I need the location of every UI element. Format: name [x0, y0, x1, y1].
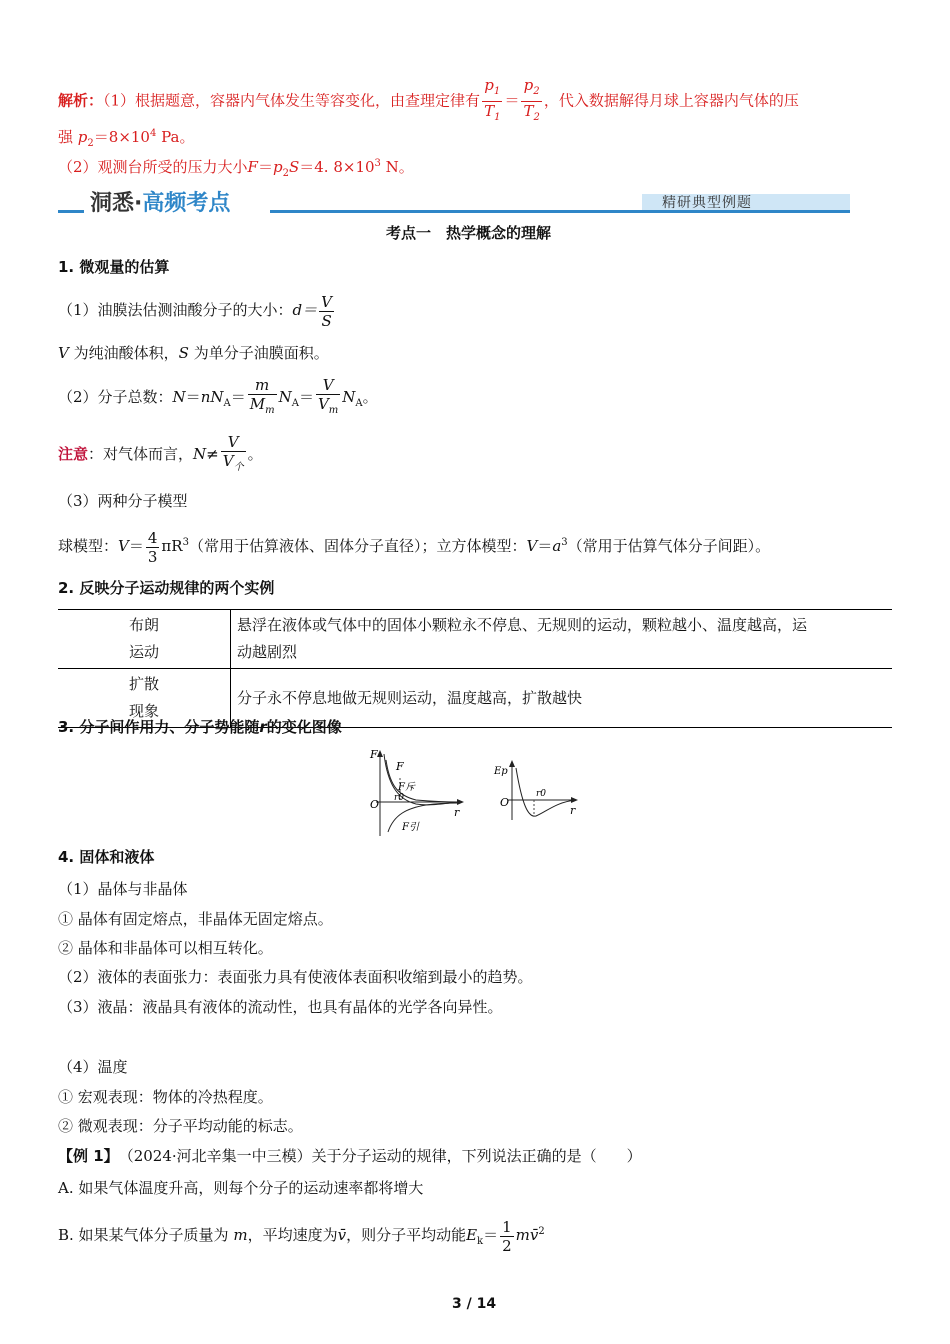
svg-text:F: F — [370, 748, 378, 761]
section-banner — [58, 192, 850, 218]
list-item: （4）温度 — [58, 1058, 128, 1076]
heading-2: 2. 反映分子运动规律的两个实例 — [58, 579, 275, 597]
svg-text:r0: r0 — [536, 789, 547, 799]
page-number: 3 / 14 — [452, 1296, 497, 1312]
potential-energy-graph — [492, 760, 584, 822]
list-item: （3）液晶：液晶具有液体的流动性，也具有晶体的光学各向异性。 — [58, 998, 503, 1016]
para-total-molecules: （2）分子总数：$N=nN_A=$ $\frac{m}{M_m}$ $N_A=$ $\frac{V}{V_m}$ $N_A$。 — [58, 376, 378, 416]
solution-line-2: 强 $p_2=8\times 10^4$ Pa。 — [58, 128, 195, 149]
heading-3: 3. 分子间作用力、分子势能随r的变化图像 — [58, 718, 342, 736]
fraction-p2-t2: $\frac{p_2}{T_2}$ — [523, 76, 540, 123]
para-model-formulas: 球模型：V＝ $\frac{4}{3}$ $\pi R^3$（常用于估算液体、固体分子直径）；立方体模型：$V=a^3$（常用于估算气体分子间距）。 — [58, 528, 771, 566]
svg-text:r0: r0 — [394, 793, 405, 803]
solution-label: 解析： — [58, 91, 104, 110]
svg-text:F引: F引 — [402, 822, 419, 833]
option-a: A. 如果气体温度升高，则每个分子的运动速率都将增大 — [58, 1179, 424, 1197]
list-item: ① 宏观表现：物体的冷热程度。 — [58, 1088, 273, 1106]
note-line: 注意：对气体而言，N≠ $\frac{V}{V_个}$ 。 — [58, 433, 263, 473]
svg-text:r: r — [570, 804, 576, 817]
example-label: 【例 1】 — [58, 1147, 112, 1165]
heading-4: 4. 固体和液体 — [58, 848, 155, 866]
svg-text:r: r — [454, 806, 460, 819]
list-item: （1）晶体与非晶体 — [58, 880, 188, 898]
para-oil-vars: V 为纯油酸体积，S 为单分子油膜面积。 — [58, 344, 329, 362]
heading-1: 1. 微观量的估算 — [58, 258, 170, 276]
example-question: 【例 1】 （2024·河北辛集一中三模）关于分子运动的规律，下列说法正确的是（ ） — [58, 1147, 642, 1165]
list-item: ② 晶体和非晶体可以相互转化。 — [58, 939, 273, 957]
banner-tag: 精研典型例题 — [662, 195, 752, 211]
force-graph — [366, 748, 466, 840]
svg-text:F斥: F斥 — [398, 782, 415, 793]
svg-text:Ep: Ep — [494, 766, 508, 777]
banner-title: 洞悉·高频考点 — [90, 191, 231, 216]
option-b: B. 如果某气体分子质量为 m，平均速度为v̄，则分子平均动能$E_k=$ $\frac{1}{2}$ mv̄$^2$ — [58, 1217, 545, 1255]
table-row: 布朗 运动 悬浮在液体或气体中的固体小颗粒永不停息、无规则的运动，颗粒越小、温度越高，运 动越剧烈 — [58, 610, 892, 669]
fraction-p1-t1: $\frac{p_1}{T_1}$ — [484, 76, 501, 123]
section-title: 考点一 热学概念的理解 — [386, 224, 552, 242]
list-item: （2）液体的表面张力：表面张力具有使液体表面积收缩到最小的趋势。 — [58, 968, 533, 986]
para-oil-film: （1）油膜法估测油酸分子的大小：d＝ $\frac{V}{S}$ — [58, 292, 332, 330]
solution-line-1: 解析：（1）根据题意，容器内气体发生等容变化，由查理定律有 $\frac{p_1}{T_1}$ ＝ $\frac{p_2}{T_2}$ ，代入数据解得月球上容器内气体的压 — [58, 76, 799, 116]
para-models: （3）两种分子模型 — [58, 492, 188, 510]
svg-text:O: O — [370, 798, 380, 811]
motion-table — [58, 609, 892, 728]
solution-line-3: （2）观测台所受的压力大小$F=p_2S=4$. $8\times 10^3$ N。 — [58, 158, 414, 179]
list-item: ① 晶体有固定熔点，非晶体无固定熔点。 — [58, 910, 333, 928]
table-row: 扩散 现象 分子永不停息地做无规则运动，温度越高，扩散越快 — [58, 669, 892, 728]
svg-text:F: F — [396, 760, 404, 773]
list-item: ② 微观表现：分子平均动能的标志。 — [58, 1117, 303, 1135]
svg-text:O: O — [500, 796, 510, 809]
